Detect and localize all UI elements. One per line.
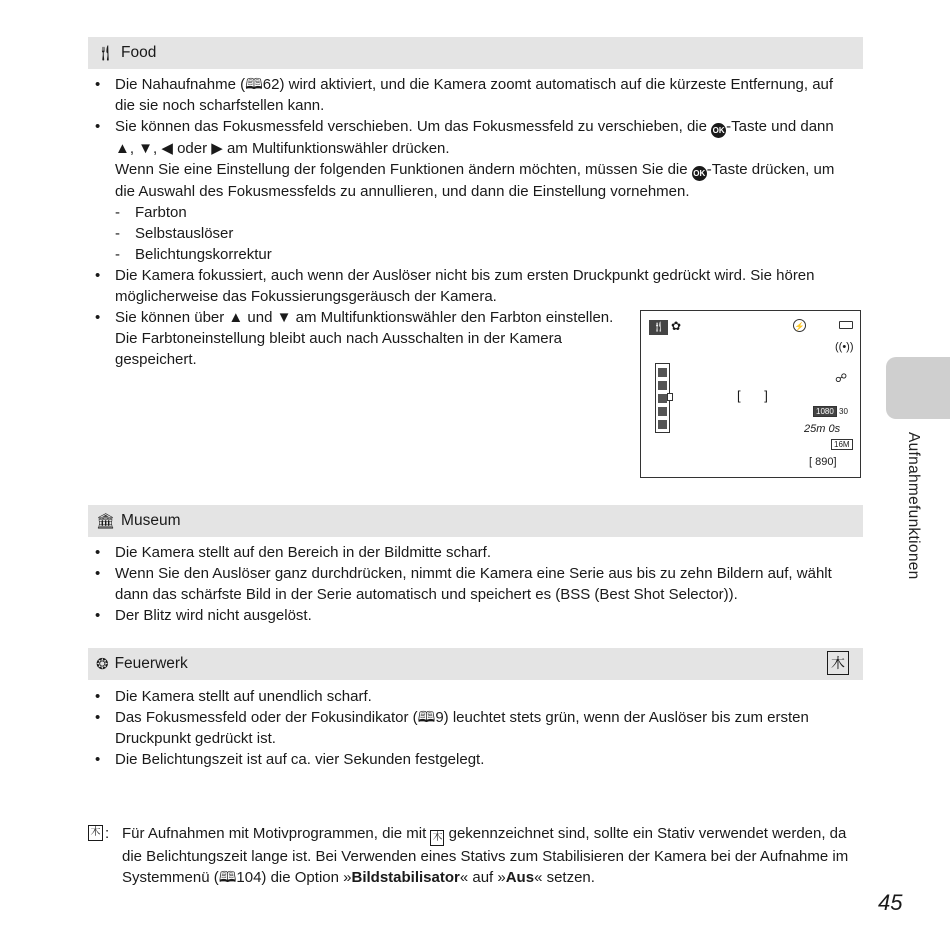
section-header-food — [88, 37, 863, 69]
movie-frame-rate: 30 — [839, 407, 848, 416]
section-title-museum: Museum — [121, 512, 181, 529]
food-mode-icon: 🍴︎ — [649, 320, 668, 335]
text: ) leuchtet stets grün, wenn der Auslöser bis zum ersten Druckpunkt gedrückt ist. — [115, 709, 809, 747]
list-item: • Der Blitz wird nicht ausgelöst. — [92, 605, 852, 626]
camera-screen-illustration — [640, 310, 861, 478]
text: -Taste und dann ▲, ▼, ◀ oder ▶ am Multifunktionswähler drücken. — [115, 118, 834, 157]
tripod-icon: ⽊ — [827, 651, 849, 675]
chapter-tab — [886, 357, 950, 419]
sub-list-item: - Belichtungskorrektur — [115, 244, 852, 265]
fork-knife-icon: 🍴︎ — [96, 45, 116, 62]
text: Wenn Sie eine Einstellung der folgenden Funktionen ändern möchten, müssen Sie die — [115, 161, 692, 178]
tripod-footnote — [88, 823, 868, 888]
ok-button-icon: OK — [711, 123, 726, 138]
page-ref: 104 — [236, 869, 262, 886]
book-ref-icon: 🕮 — [417, 709, 436, 726]
option-value: Aus — [505, 869, 535, 886]
section-title-fireworks: Feuerwerk — [114, 655, 188, 672]
footnote-colon: : — [105, 825, 110, 842]
chapter-tab-label: Aufnahmefunktionen — [905, 432, 922, 580]
sub-list — [115, 202, 852, 265]
fireworks-icon: ❂ — [96, 656, 109, 673]
recording-time: 25m 0s — [804, 423, 841, 435]
list-item: • Die Kamera stellt auf unendlich scharf. — [92, 686, 862, 707]
list-item: • Sie können über ▲ und ▼ am Multifunktionswähler den Farbton einstellen. Die Farbtoneinstellung bleibt auch nach Ausschalten in der Kamera gespeichert. — [92, 307, 615, 370]
flash-off-icon: ⚡ — [793, 319, 806, 332]
option-name: Bildstabilisator — [351, 869, 460, 886]
sub-list-item: - Farbton — [115, 202, 852, 223]
zoom-marker — [667, 393, 673, 401]
text: gekennzeichnet sind, sollte ein Stativ verwendet werden, da die Belichtungszeit lange ist. Bei Verwenden eines Stativs zum Stabilisieren der Kamera bei der Aufnahme im Systemmenü ( — [122, 825, 849, 886]
book-ref-icon: 🕮 — [245, 76, 263, 93]
page-ref: 9 — [435, 709, 444, 726]
list-item — [92, 116, 852, 265]
tripod-icon: ⽊ — [88, 825, 103, 841]
text: « setzen. — [534, 869, 595, 886]
section-title-food: Food — [121, 44, 157, 61]
motion-detection-icon: ☍ — [835, 371, 848, 385]
fireworks-bullet-list — [92, 686, 862, 770]
movie-resolution: 1080 — [813, 406, 837, 417]
museum-bullet-list — [92, 542, 852, 626]
battery-icon — [839, 321, 853, 329]
macro-icon: ✿ — [671, 319, 682, 333]
remaining-exposures: [ 890] — [809, 456, 837, 468]
text: Für Aufnahmen mit Motivprogrammen, die mit — [122, 825, 431, 842]
text: Sie können das Fokusmessfeld verschieben. Um das Fokusmessfeld zu verschieben, die — [115, 118, 712, 135]
book-ref-icon: 🕮 — [218, 869, 237, 886]
section-header-fireworks — [88, 648, 863, 680]
list-item — [92, 74, 852, 116]
text: « auf » — [459, 869, 506, 886]
text: ) wird aktiviert, und die Kamera zoomt automatisch auf die kürzeste Entfernung, auf die sie noch scharfstellen kann. — [115, 76, 834, 114]
page-ref: 62 — [262, 76, 280, 93]
text: ) die Option » — [261, 869, 352, 886]
list-item: • Die Kamera stellt auf den Bereich in der Bildmitte scharf. — [92, 542, 852, 563]
list-item: • Die Kamera fokussiert, auch wenn der Auslöser nicht bis zum ersten Druckpunkt gedrückt wird. Sie hören möglicherweise das Fokussierungsgeräusch der Kamera. — [92, 265, 852, 307]
text: Das Fokusmessfeld oder der Fokusindikator ( — [115, 709, 418, 726]
footnote-text — [122, 823, 868, 888]
text: -Taste drücken, um die Auswahl des Fokusmessfelds zu annullieren, und dann die Einstellung vornehmen. — [115, 161, 835, 200]
list-item: • Die Belichtungszeit ist auf ca. vier Sekunden festgelegt. — [92, 749, 862, 770]
text: Die Nahaufnahme ( — [115, 76, 246, 93]
page-number: 45 — [878, 890, 903, 915]
vibration-reduction-icon: ((•)) — [835, 341, 854, 353]
tripod-icon: ⽊ — [430, 830, 444, 846]
museum-icon: 🏛︎ — [96, 513, 116, 530]
list-item: • Wenn Sie den Auslöser ganz durchdrücken, nimmt die Kamera eine Serie aus bis zu zehn Bildern auf, wählt dann das schärfste Bild in der Serie automatisch und speichert es (BSS (Best Shot Selector)). — [92, 563, 852, 605]
movie-options-indicator — [813, 407, 848, 416]
list-item — [92, 707, 862, 749]
focus-area-brackets: [ ] — [737, 388, 778, 403]
image-size-indicator: 16M — [831, 439, 853, 450]
ok-button-icon: OK — [692, 166, 707, 181]
sub-list-item: - Selbstauslöser — [115, 223, 852, 244]
section-header-museum — [88, 505, 863, 537]
